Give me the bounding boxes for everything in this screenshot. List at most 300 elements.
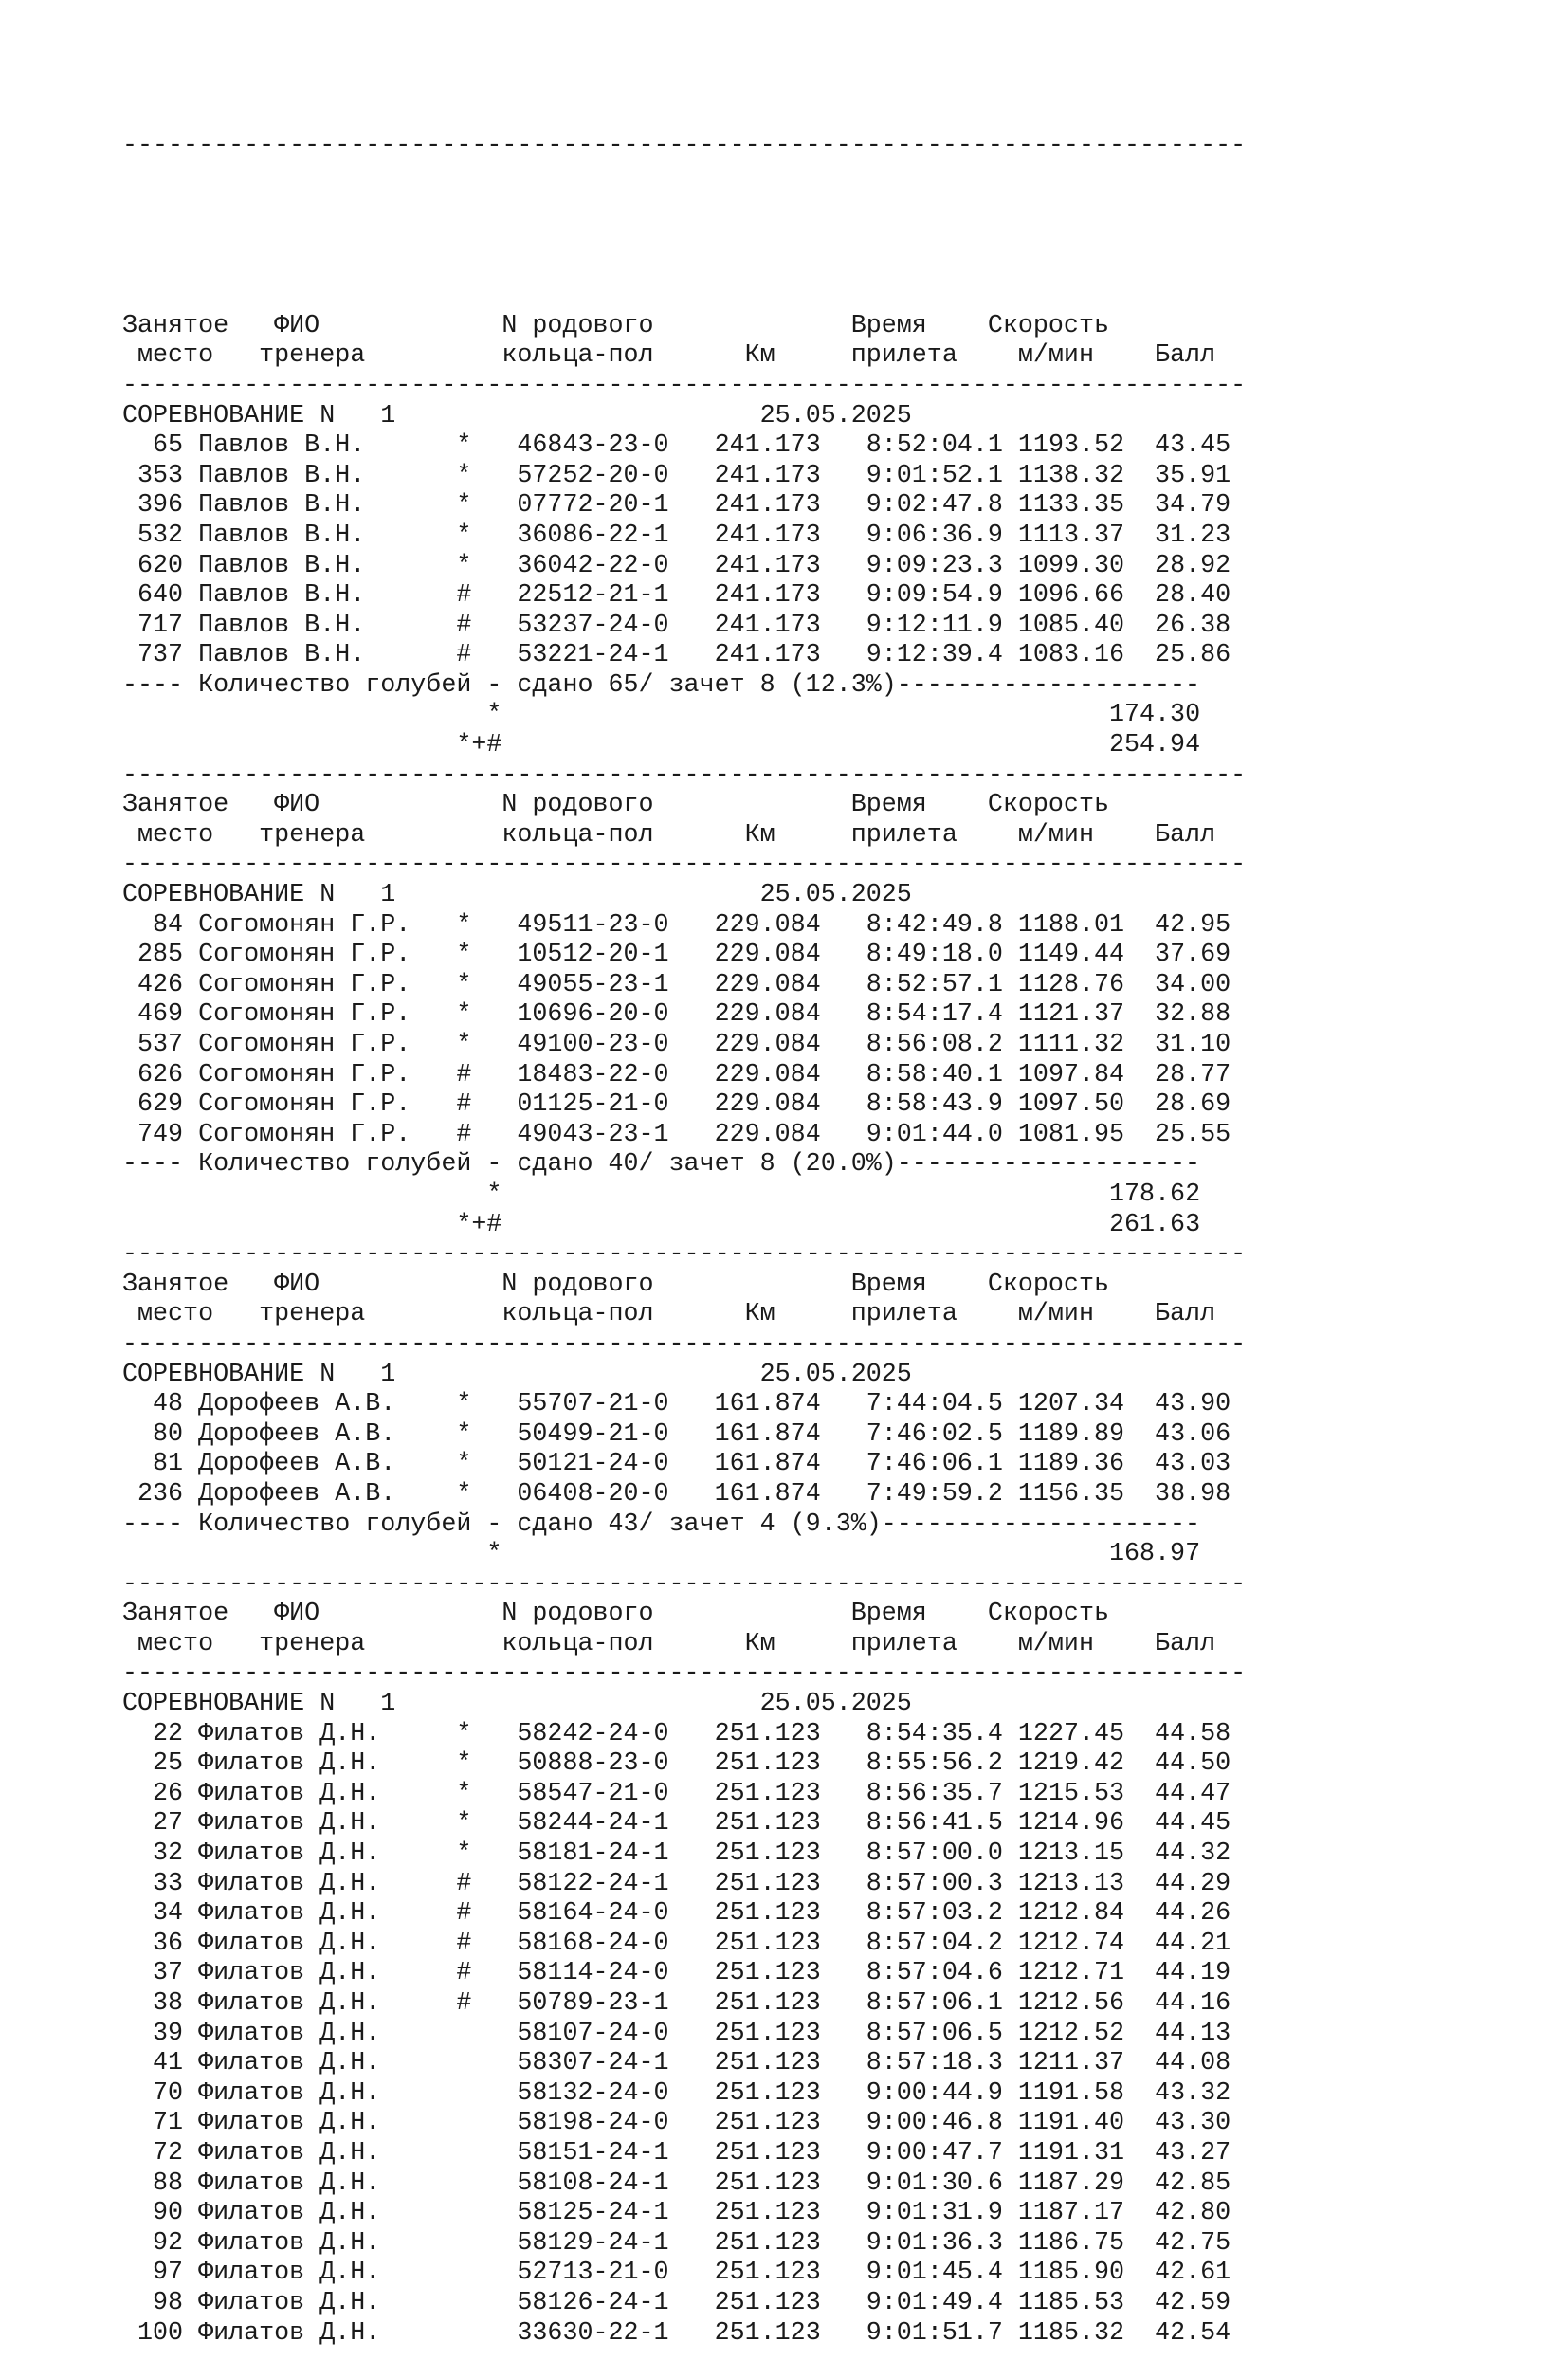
column-header-line-2: место тренера кольца-пол Км прилета м/мин Балл — [122, 820, 1216, 850]
score: 43.32 — [1140, 2078, 1231, 2108]
result-row — [122, 1480, 1246, 1510]
competition-date: 25.05.2025 — [759, 881, 912, 910]
distance-km: 241.173 — [714, 581, 821, 611]
total-score: 168.97 — [1109, 1540, 1201, 1569]
score: 28.92 — [1140, 551, 1231, 580]
score: 42.95 — [1140, 910, 1231, 940]
total-label: * — [122, 1540, 502, 1569]
place: 620 — [122, 551, 184, 580]
total-line — [122, 1180, 1246, 1211]
place: 532 — [122, 521, 184, 550]
trainer-name: Согомонян Г.Р. — [198, 1060, 457, 1089]
score: 35.91 — [1140, 461, 1231, 490]
speed: 1212.52 — [1017, 2019, 1125, 2048]
result-row — [122, 1061, 1246, 1091]
place: 22 — [122, 1719, 184, 1748]
score: 25.55 — [1140, 1120, 1231, 1149]
arrival-time: 7:49:59.2 — [850, 1479, 1003, 1509]
ring-number: 58244-24-1 — [517, 1809, 669, 1839]
speed: 1128.76 — [1017, 970, 1125, 999]
speed: 1188.01 — [1017, 910, 1125, 940]
distance-km: 229.084 — [714, 910, 821, 940]
summary-line: ---- Количество голубей - сдано 65/ зачет 8 (12.3%)-------------------- — [122, 670, 1201, 700]
result-mark: * — [456, 1749, 472, 1779]
distance-km: 251.123 — [714, 2109, 821, 2138]
result-row — [122, 612, 1246, 642]
trainer-name: Согомонян Г.Р. — [198, 970, 457, 999]
total-line — [122, 1211, 1246, 1241]
distance-km: 241.173 — [714, 491, 821, 521]
arrival-time: 8:56:35.7 — [850, 1779, 1003, 1808]
result-row — [122, 1780, 1246, 1810]
result-row — [122, 1839, 1246, 1870]
result-row — [122, 1959, 1246, 1989]
speed: 1186.75 — [1017, 2228, 1125, 2258]
result-mark: * — [456, 491, 472, 521]
ring-number: 57252-20-0 — [517, 461, 669, 490]
result-row — [122, 2319, 1246, 2350]
result-row — [122, 1720, 1246, 1750]
result-mark: * — [456, 1719, 472, 1748]
arrival-time: 8:57:03.2 — [850, 1899, 1003, 1929]
score: 44.08 — [1140, 2049, 1231, 2078]
trainer-name: Филатов Д.Н. — [198, 2138, 457, 2168]
results-blocks — [122, 312, 1246, 2349]
arrival-time: 8:57:00.3 — [850, 1869, 1003, 1898]
score: 26.38 — [1140, 611, 1231, 640]
distance-km: 251.123 — [714, 1749, 821, 1779]
place: 98 — [122, 2288, 184, 2317]
result-row — [122, 1809, 1246, 1839]
place: 90 — [122, 2199, 184, 2228]
competition-date: 25.05.2025 — [759, 1690, 912, 1719]
place: 32 — [122, 1839, 184, 1869]
blank-line — [122, 222, 1246, 252]
result-mark: # — [456, 1869, 472, 1898]
trainer-name: Павлов В.Н. — [198, 641, 457, 670]
ring-number: 33630-22-1 — [517, 2318, 669, 2348]
result-row — [122, 2139, 1246, 2169]
arrival-time: 9:00:47.7 — [850, 2138, 1003, 2168]
score: 42.59 — [1140, 2288, 1231, 2317]
place: 92 — [122, 2228, 184, 2258]
speed: 1212.74 — [1017, 1929, 1125, 1958]
trainer-name: Филатов Д.Н. — [198, 1809, 457, 1839]
competition-line — [122, 402, 1246, 432]
result-row — [122, 2169, 1246, 2200]
total-label: *+# — [122, 731, 502, 760]
trainer-name: Филатов Д.Н. — [198, 2259, 457, 2288]
speed: 1211.37 — [1017, 2049, 1125, 2078]
arrival-time: 9:01:52.1 — [850, 461, 1003, 490]
place: 37 — [122, 1959, 184, 1988]
trainer-name: Филатов Д.Н. — [198, 2318, 457, 2348]
place: 353 — [122, 461, 184, 490]
result-mark: * — [456, 461, 472, 490]
speed: 1191.40 — [1017, 2109, 1125, 2138]
speed: 1099.30 — [1017, 551, 1125, 580]
place: 34 — [122, 1899, 184, 1929]
competition-date: 25.05.2025 — [759, 1360, 912, 1389]
speed: 1085.40 — [1017, 611, 1125, 640]
result-row — [122, 1090, 1246, 1121]
summary-line: ---- Количество голубей - сдано 43/ зачет 4 (9.3%)--------------------- — [122, 1510, 1201, 1539]
result-row — [122, 2229, 1246, 2260]
speed: 1097.50 — [1017, 1090, 1125, 1120]
ring-number: 46843-23-0 — [517, 431, 669, 461]
arrival-time: 9:00:46.8 — [850, 2109, 1003, 2138]
result-mark — [456, 2169, 471, 2198]
ring-number: 06408-20-0 — [517, 1479, 669, 1509]
result-row — [122, 2109, 1246, 2139]
ring-number: 18483-22-0 — [517, 1060, 669, 1089]
place: 629 — [122, 1090, 184, 1120]
trainer-name: Павлов В.Н. — [198, 611, 457, 640]
trainer-name: Согомонян Г.Р. — [198, 1000, 457, 1030]
ring-number: 53237-24-0 — [517, 611, 669, 640]
competition-line — [122, 881, 1246, 911]
arrival-time: 8:57:18.3 — [850, 2049, 1003, 2078]
trainer-name: Павлов В.Н. — [198, 551, 457, 580]
result-mark: * — [456, 431, 472, 461]
header-rule: -------------------------------------------------------------------------- — [122, 1659, 1247, 1689]
trainer-name: Павлов В.Н. — [198, 581, 457, 611]
header-rule: -------------------------------------------------------------------------- — [122, 1329, 1247, 1359]
trainer-name: Павлов В.Н. — [198, 461, 457, 490]
result-mark: # — [456, 641, 472, 670]
speed: 1133.35 — [1017, 491, 1125, 521]
place: 469 — [122, 1000, 184, 1030]
block-rule: -------------------------------------------------------------------------- — [122, 1569, 1247, 1599]
arrival-time: 9:01:51.7 — [850, 2318, 1003, 2348]
result-mark: * — [456, 1809, 472, 1839]
speed: 1191.58 — [1017, 2078, 1125, 2108]
arrival-time: 8:58:40.1 — [850, 1060, 1003, 1089]
score: 43.27 — [1140, 2138, 1231, 2168]
distance-km: 251.123 — [714, 2049, 821, 2078]
distance-km: 251.123 — [714, 2019, 821, 2048]
distance-km: 229.084 — [714, 970, 821, 999]
score: 44.13 — [1140, 2019, 1231, 2048]
place: 626 — [122, 1060, 184, 1089]
header-rule: -------------------------------------------------------------------------- — [122, 371, 1247, 400]
place: 537 — [122, 1031, 184, 1059]
arrival-time: 8:54:35.4 — [850, 1719, 1003, 1748]
trainer-name: Филатов Д.Н. — [198, 2019, 457, 2048]
trainer-name: Филатов Д.Н. — [198, 1989, 457, 2018]
result-mark — [456, 2049, 471, 2077]
result-mark — [456, 2229, 471, 2258]
ring-number: 58198-24-0 — [517, 2109, 669, 2138]
trainer-name: Павлов В.Н. — [198, 521, 457, 550]
trainer-name: Филатов Д.Н. — [198, 2049, 457, 2078]
distance-km: 161.874 — [714, 1450, 821, 1479]
result-row — [122, 1450, 1246, 1480]
speed: 1187.17 — [1017, 2199, 1125, 2228]
trainer-name: Филатов Д.Н. — [198, 1839, 457, 1869]
total-score: 174.30 — [1109, 701, 1201, 730]
place: 33 — [122, 1869, 184, 1898]
ring-number: 50121-24-0 — [517, 1450, 669, 1479]
result-row — [122, 1121, 1246, 1151]
top-rule: -------------------------------------------------------------------------- — [122, 132, 1247, 161]
result-mark: # — [456, 1989, 472, 2018]
ring-number: 50789-23-1 — [517, 1989, 669, 2018]
trainer-name: Согомонян Г.Р. — [198, 1120, 457, 1149]
speed: 1227.45 — [1017, 1719, 1125, 1748]
arrival-time: 8:52:57.1 — [850, 970, 1003, 999]
place: 65 — [122, 431, 184, 461]
result-mark: # — [456, 1060, 472, 1089]
speed: 1185.32 — [1017, 2318, 1125, 2348]
column-header-line-1: Занятое ФИО N родового Время Скорость — [122, 311, 1109, 340]
score: 44.45 — [1140, 1809, 1231, 1839]
result-mark: * — [456, 910, 472, 940]
score: 44.21 — [1140, 1929, 1231, 1958]
result-mark: * — [456, 551, 472, 580]
score: 31.10 — [1140, 1031, 1231, 1059]
result-row — [122, 431, 1246, 462]
speed: 1193.52 — [1017, 431, 1125, 461]
result-mark: * — [456, 1031, 472, 1059]
score: 42.75 — [1140, 2228, 1231, 2258]
place: 71 — [122, 2109, 184, 2138]
place: 100 — [122, 2318, 184, 2348]
speed: 1156.35 — [1017, 1479, 1125, 1509]
trainer-name: Согомонян Г.Р. — [198, 1031, 457, 1059]
trainer-name: Филатов Д.Н. — [198, 2288, 457, 2317]
result-row — [122, 1989, 1246, 2020]
place: 25 — [122, 1749, 184, 1779]
total-score: 254.94 — [1109, 731, 1201, 760]
summary-line: ---- Количество голубей - сдано 40/ зачет 8 (20.0%)-------------------- — [122, 1150, 1201, 1180]
speed: 1215.53 — [1017, 1779, 1125, 1808]
score: 28.77 — [1140, 1060, 1231, 1089]
score: 44.26 — [1140, 1899, 1231, 1929]
result-row — [122, 462, 1246, 492]
place: 39 — [122, 2019, 184, 2048]
speed: 1111.32 — [1017, 1031, 1125, 1059]
ring-number: 58122-24-1 — [517, 1869, 669, 1898]
place: 36 — [122, 1929, 184, 1958]
result-mark — [456, 2289, 471, 2317]
ring-number: 58108-24-1 — [517, 2169, 669, 2198]
total-score: 178.62 — [1109, 1180, 1201, 1209]
competition-label: СОРЕВНОВАНИЕ N 1 — [122, 401, 396, 430]
result-row — [122, 2020, 1246, 2050]
arrival-time: 7:46:02.5 — [850, 1419, 1003, 1449]
trainer-name: Павлов В.Н. — [198, 491, 457, 521]
distance-km: 161.874 — [714, 1390, 821, 1419]
result-row — [122, 1031, 1246, 1061]
distance-km: 241.173 — [714, 611, 821, 640]
result-row — [122, 971, 1246, 1001]
place: 38 — [122, 1989, 184, 2018]
trainer-name: Павлов В.Н. — [198, 431, 457, 461]
ring-number: 58114-24-0 — [517, 1959, 669, 1988]
total-score: 261.63 — [1109, 1210, 1201, 1239]
arrival-time: 8:57:00.0 — [850, 1839, 1003, 1869]
distance-km: 251.123 — [714, 2259, 821, 2288]
arrival-time: 8:42:49.8 — [850, 910, 1003, 940]
ring-number: 58181-24-1 — [517, 1839, 669, 1869]
ring-number: 58168-24-0 — [517, 1929, 669, 1958]
arrival-time: 9:01:31.9 — [850, 2199, 1003, 2228]
competition-label: СОРЕВНОВАНИЕ N 1 — [122, 881, 396, 910]
ring-number: 58107-24-0 — [517, 2019, 669, 2048]
result-row — [122, 2079, 1246, 2110]
speed: 1096.66 — [1017, 581, 1125, 611]
result-mark: * — [456, 1390, 472, 1419]
trainer-name: Согомонян Г.Р. — [198, 1090, 457, 1120]
score: 43.90 — [1140, 1390, 1231, 1419]
distance-km: 241.173 — [714, 641, 821, 670]
result-row — [122, 1749, 1246, 1780]
ring-number: 50888-23-0 — [517, 1749, 669, 1779]
score: 44.16 — [1140, 1989, 1231, 2018]
arrival-time: 8:57:04.6 — [850, 1959, 1003, 1988]
score: 32.88 — [1140, 1000, 1231, 1030]
result-mark: * — [456, 1419, 472, 1449]
trainer-name: Филатов Д.Н. — [198, 1869, 457, 1898]
distance-km: 161.874 — [714, 1479, 821, 1509]
place: 81 — [122, 1450, 184, 1479]
result-mark — [456, 2109, 471, 2137]
ring-number: 50499-21-0 — [517, 1419, 669, 1449]
ring-number: 52713-21-0 — [517, 2259, 669, 2288]
score: 34.79 — [1140, 491, 1231, 521]
competition-line — [122, 1690, 1246, 1720]
distance-km: 251.123 — [714, 1899, 821, 1929]
score: 43.30 — [1140, 2109, 1231, 2138]
ring-number: 36042-22-0 — [517, 551, 669, 580]
ring-number: 49055-23-1 — [517, 970, 669, 999]
trainer-name: Согомонян Г.Р. — [198, 910, 457, 940]
arrival-time: 8:58:43.9 — [850, 1090, 1003, 1120]
result-mark — [456, 2079, 471, 2108]
distance-km: 229.084 — [714, 1120, 821, 1149]
distance-km: 251.123 — [714, 2228, 821, 2258]
score: 28.40 — [1140, 581, 1231, 611]
result-row — [122, 1870, 1246, 1900]
score: 42.85 — [1140, 2169, 1231, 2198]
place: 48 — [122, 1390, 184, 1419]
ring-number: 58547-21-0 — [517, 1779, 669, 1808]
arrival-time: 8:57:04.2 — [850, 1929, 1003, 1958]
result-mark: * — [456, 521, 472, 550]
trainer-name: Дорофеев А.В. — [198, 1419, 457, 1449]
result-row — [122, 911, 1246, 942]
result-row — [122, 641, 1246, 671]
result-row — [122, 491, 1246, 522]
arrival-time: 9:01:49.4 — [850, 2288, 1003, 2317]
speed: 1191.31 — [1017, 2138, 1125, 2168]
ring-number: 58125-24-1 — [517, 2199, 669, 2228]
arrival-time: 8:57:06.1 — [850, 1989, 1003, 2018]
arrival-time: 8:54:17.4 — [850, 1000, 1003, 1030]
trainer-name: Филатов Д.Н. — [198, 1929, 457, 1958]
arrival-time: 7:44:04.5 — [850, 1390, 1003, 1419]
trainer-name: Филатов Д.Н. — [198, 2109, 457, 2138]
trainer-name: Филатов Д.Н. — [198, 1779, 457, 1808]
ring-number: 49043-23-1 — [517, 1120, 669, 1149]
result-mark: # — [456, 611, 472, 640]
result-row — [122, 552, 1246, 582]
speed: 1214.96 — [1017, 1809, 1125, 1839]
result-row — [122, 1390, 1246, 1420]
trainer-block — [122, 791, 1246, 1271]
total-line — [122, 1540, 1246, 1570]
arrival-time: 9:01:36.3 — [850, 2228, 1003, 2258]
speed: 1189.36 — [1017, 1450, 1125, 1479]
total-line — [122, 701, 1246, 731]
result-mark: # — [456, 1959, 472, 1988]
result-mark — [456, 2259, 471, 2287]
result-mark: # — [456, 1120, 472, 1149]
distance-km: 251.123 — [714, 1869, 821, 1898]
trainer-name: Дорофеев А.В. — [198, 1479, 457, 1509]
place: 426 — [122, 970, 184, 999]
trainer-name: Филатов Д.Н. — [198, 1719, 457, 1748]
distance-km: 251.123 — [714, 1839, 821, 1869]
arrival-time: 9:12:11.9 — [850, 611, 1003, 640]
speed: 1138.32 — [1017, 461, 1125, 490]
block-rule: -------------------------------------------------------------------------- — [122, 760, 1247, 790]
total-line — [122, 731, 1246, 761]
result-row — [122, 1899, 1246, 1930]
speed: 1121.37 — [1017, 1000, 1125, 1030]
distance-km: 251.123 — [714, 1809, 821, 1839]
trainer-name: Дорофеев А.В. — [198, 1390, 457, 1419]
distance-km: 251.123 — [714, 2318, 821, 2348]
competition-line — [122, 1361, 1246, 1391]
result-mark — [456, 2199, 471, 2227]
distance-km: 251.123 — [714, 1719, 821, 1748]
distance-km: 251.123 — [714, 2078, 821, 2108]
score: 38.98 — [1140, 1479, 1231, 1509]
speed: 1213.13 — [1017, 1869, 1125, 1898]
place: 285 — [122, 941, 184, 970]
arrival-time: 8:56:41.5 — [850, 1809, 1003, 1839]
column-header-line-2: место тренера кольца-пол Км прилета м/мин Балл — [122, 1300, 1216, 1329]
distance-km: 229.084 — [714, 1000, 821, 1030]
total-label: * — [122, 701, 502, 730]
result-mark: * — [456, 1839, 472, 1869]
arrival-time: 9:06:36.9 — [850, 521, 1003, 550]
trainer-name: Филатов Д.Н. — [198, 2078, 457, 2108]
arrival-time: 8:56:08.2 — [850, 1031, 1003, 1059]
distance-km: 229.084 — [714, 1031, 821, 1059]
result-mark: * — [456, 941, 472, 970]
speed: 1189.89 — [1017, 1419, 1125, 1449]
arrival-time: 9:02:47.8 — [850, 491, 1003, 521]
result-mark: * — [456, 1479, 472, 1509]
arrival-time: 7:46:06.1 — [850, 1450, 1003, 1479]
place: 84 — [122, 910, 184, 940]
speed: 1213.15 — [1017, 1839, 1125, 1869]
arrival-time: 8:52:04.1 — [850, 431, 1003, 461]
distance-km: 241.173 — [714, 521, 821, 550]
score: 44.32 — [1140, 1839, 1231, 1869]
distance-km: 251.123 — [714, 1959, 821, 1988]
result-mark — [456, 2319, 471, 2348]
speed: 1187.29 — [1017, 2169, 1125, 2198]
score: 37.69 — [1140, 941, 1231, 970]
ring-number: 22512-21-1 — [517, 581, 669, 611]
trainer-block — [122, 1271, 1246, 1601]
ring-number: 07772-20-1 — [517, 491, 669, 521]
speed: 1207.34 — [1017, 1390, 1125, 1419]
